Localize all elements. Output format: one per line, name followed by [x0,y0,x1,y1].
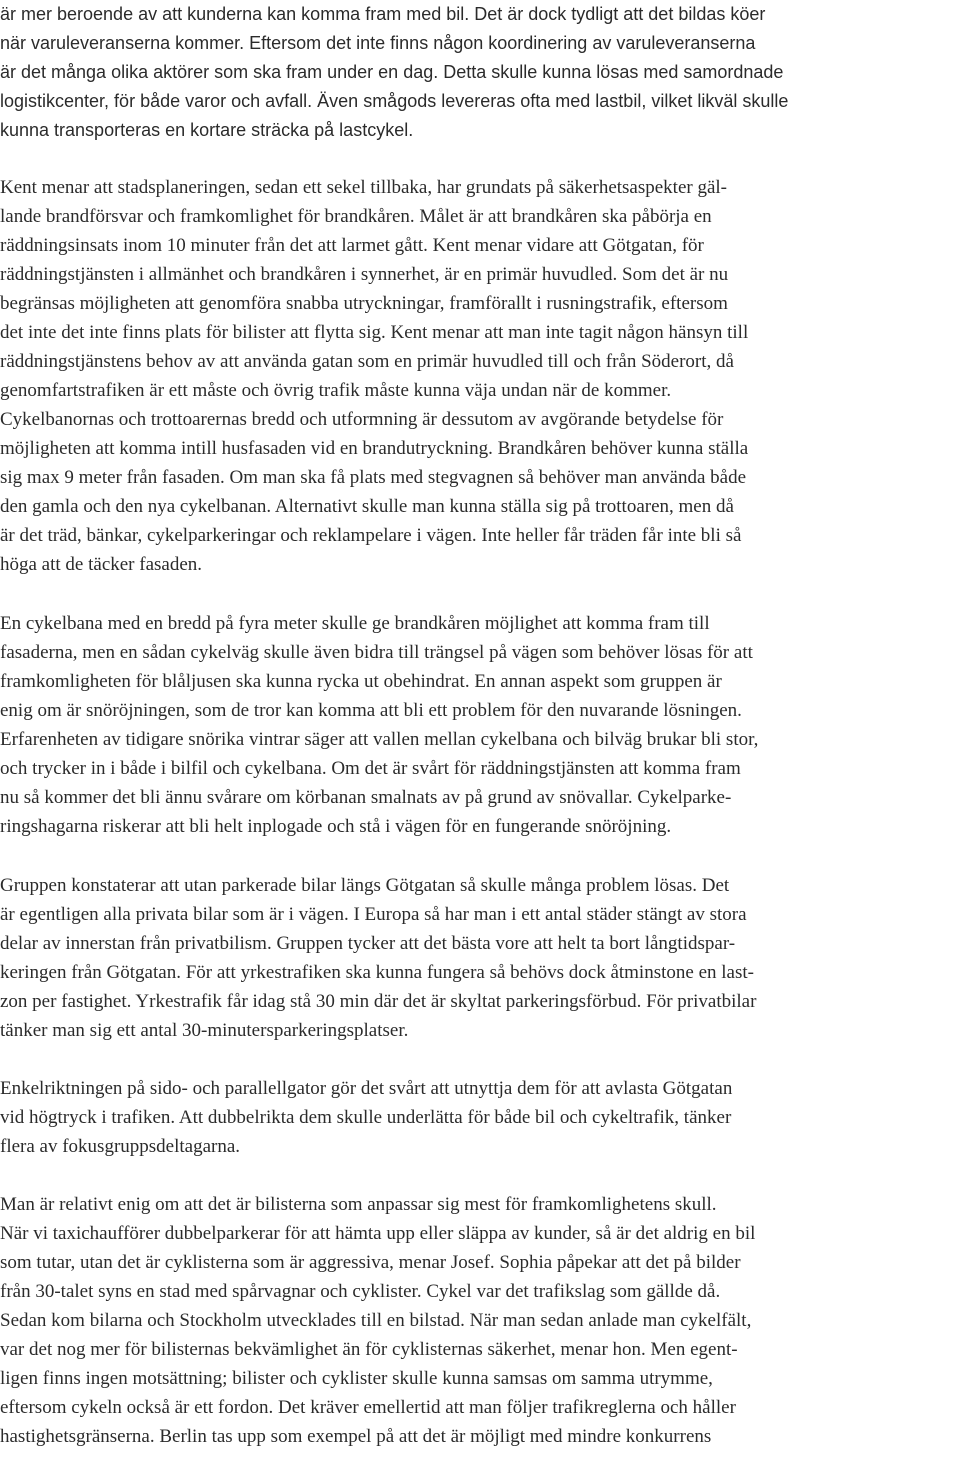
text-line: från 30-talet syns en stad med spårvagnar och cyklister. Cykel var det trafikslag som gällde då. [0,1281,721,1302]
text-line: möjligheten att komma intill husfasaden vid en brandutryckning. Brandkåren behöver kunna ställa [0,438,749,459]
text-line: Sedan kom bilarna och Stockholm utvecklades till en bilstad. När man sedan anlade man cykelfält, [0,1310,752,1331]
paragraph-logistics [0,0,960,145]
text-line: var det nog mer för bilisternas bekvämlighet än för cyklisternas säkerhet, menar hon. Men egent- [0,1339,738,1360]
text-line: När vi taxichaufförer dubbelparkerar för att hämta upp eller släppa av kunder, så är det aldrig en bil [0,1223,756,1244]
text-line: räddningsinsats inom 10 minuter från det att larmet gått. Kent menar vidare att Götgatan, för [0,235,704,256]
text-line: logistikcenter, för både varor och avfall. Även smågods levereras ofta med lastbil, vilket likväl skulle [0,91,789,111]
text-line: nu så kommer det bli ännu svårare om körbanan smalnats av på grund av snövallar. Cykelparke- [0,787,732,808]
text-line: Kent menar att stadsplaneringen, sedan ett sekel tillbaka, har grundats på säkerhetsaspekter gäl- [0,177,728,198]
text-line: fasaderna, men en sådan cykelväg skulle även bidra till trängsel på vägen som behöver lösas för att [0,642,753,663]
text-line: den gamla och den nya cykelbanan. Alternativt skulle man kunna ställa sig på trottoaren, men då [0,496,734,517]
text-line: Enkelriktningen på sido- och parallellgator gör det svårt att utnyttja dem för att avlasta Götgatan [0,1078,733,1099]
text-line: är mer beroende av att kunderna kan komma fram med bil. Det är dock tydligt att det bildas köer [0,4,766,24]
text-line: när varuleveranserna kommer. Eftersom det inte finns någon koordinering av varuleveranserna [0,33,756,53]
text-line: höga att de täcker fasaden. [0,554,203,575]
text-line: är det många olika aktörer som ska fram under en dag. Detta skulle kunna lösas med samordnade [0,62,784,82]
paragraph-one-way-streets [0,1074,960,1161]
text-line: som tutar, utan det är cyklisterna som är aggressiva, menar Josef. Sophia påpekar att det på bilder [0,1252,741,1273]
text-line: keringen från Götgatan. För att yrkestrafiken ska kunna fungera så behövs dock åtminstone en last- [0,962,754,983]
text-line: framkomligheten för blåljusen ska kunna rycka ut obehindrat. En annan aspekt som gruppen är [0,671,722,692]
paragraph-parking [0,871,960,1045]
paragraph-bike-lane [0,609,960,841]
text-line: räddningstjänsten i allmänhet och brandkåren i synnerhet, är en primär huvudled. Som det är nu [0,264,729,285]
text-line: och trycker in i både i bilfil och cykelbana. Om det är svårt för räddningstjänsten att komma fram [0,758,741,779]
text-line: Man är relativt enig om att det är bilisterna som anpassar sig mest för framkomlighetens skull. [0,1194,717,1215]
text-line: tänker man sig ett antal 30-minutersparkeringsplatser. [0,1020,409,1041]
text-line: kunna transporteras en kortare sträcka på lastcykel. [0,120,414,140]
text-line: lande brandförsvar och framkomlighet för brandkåren. Målet är att brandkåren ska påbörja en [0,206,712,227]
text-line: vid högtryck i trafiken. Att dubbelrikta dem skulle underlätta för både bil och cykeltrafik, tänker [0,1107,732,1128]
text-line: delar av innerstan från privatbilism. Gruppen tycker att det bästa vore att helt ta bort långtidspar- [0,933,736,954]
text-line: Erfarenheten av tidigare snörika vintrar säger att vallen mellan cykelbana och bilväg brukar bli stor, [0,729,759,750]
text-line: Gruppen konstaterar att utan parkerade bilar längs Götgatan så skulle många problem lösas. Det [0,875,730,896]
text-line: En cykelbana med en bredd på fyra meter skulle ge brandkåren möjlighet att komma fram till [0,613,710,634]
text-line: sig max 9 meter från fasaden. Om man ska få plats med stegvagnen så behöver man använda både [0,467,747,488]
text-line: räddningstjänstens behov av att använda gatan som en primär huvudled till och från Söderort, då [0,351,734,372]
text-line: är egentligen alla privata bilar som är i vägen. I Europa så har man i ett antal städer stängt av stora [0,904,747,925]
text-line: ligen finns ingen motsättning; bilister och cyklister skulle kunna samsas om samma utrymme, [0,1368,713,1389]
paragraph-fire-safety [0,173,960,579]
text-line: Cykelbanornas och trottoarernas bredd och utformning är dessutom av avgörande betydelse för [0,409,724,430]
text-line: eftersom cykeln också är ett fordon. Det kräver emellertid att man följer trafikreglerna och håller [0,1397,736,1418]
text-line: enig om är snöröjningen, som de tror kan komma att bli ett problem för den nuvarande lösningen. [0,700,742,721]
text-line: det inte det inte finns plats för bilister att flytta sig. Kent menar att man inte tagit någon hänsyn till [0,322,749,343]
text-line: genomfartstrafiken är ett måste och övrig trafik måste kunna väja undan när de kommer. [0,380,672,401]
text-line: är det träd, bänkar, cykelparkeringar och reklampelare i vägen. Inte heller får träden får inte bli så [0,525,742,546]
text-line: hastighetsgränserna. Berlin tas upp som exempel på att det är möjligt med mindre konkurrens [0,1426,712,1447]
text-line: begränsas möjligheten att genomföra snabba utryckningar, framförallt i rusningstrafik, eftersom [0,293,728,314]
text-line: flera av fokusgruppsdeltagarna. [0,1136,241,1157]
text-line: zon per fastighet. Yrkestrafik får idag stå 30 min där det är skyltat parkeringsförbud. För privatbilar [0,991,757,1012]
paragraph-drivers-cyclists [0,1190,960,1451]
text-line: ringshagarna riskerar att bli helt inplogade och stå i vägen för en fungerande snöröjning. [0,816,672,837]
